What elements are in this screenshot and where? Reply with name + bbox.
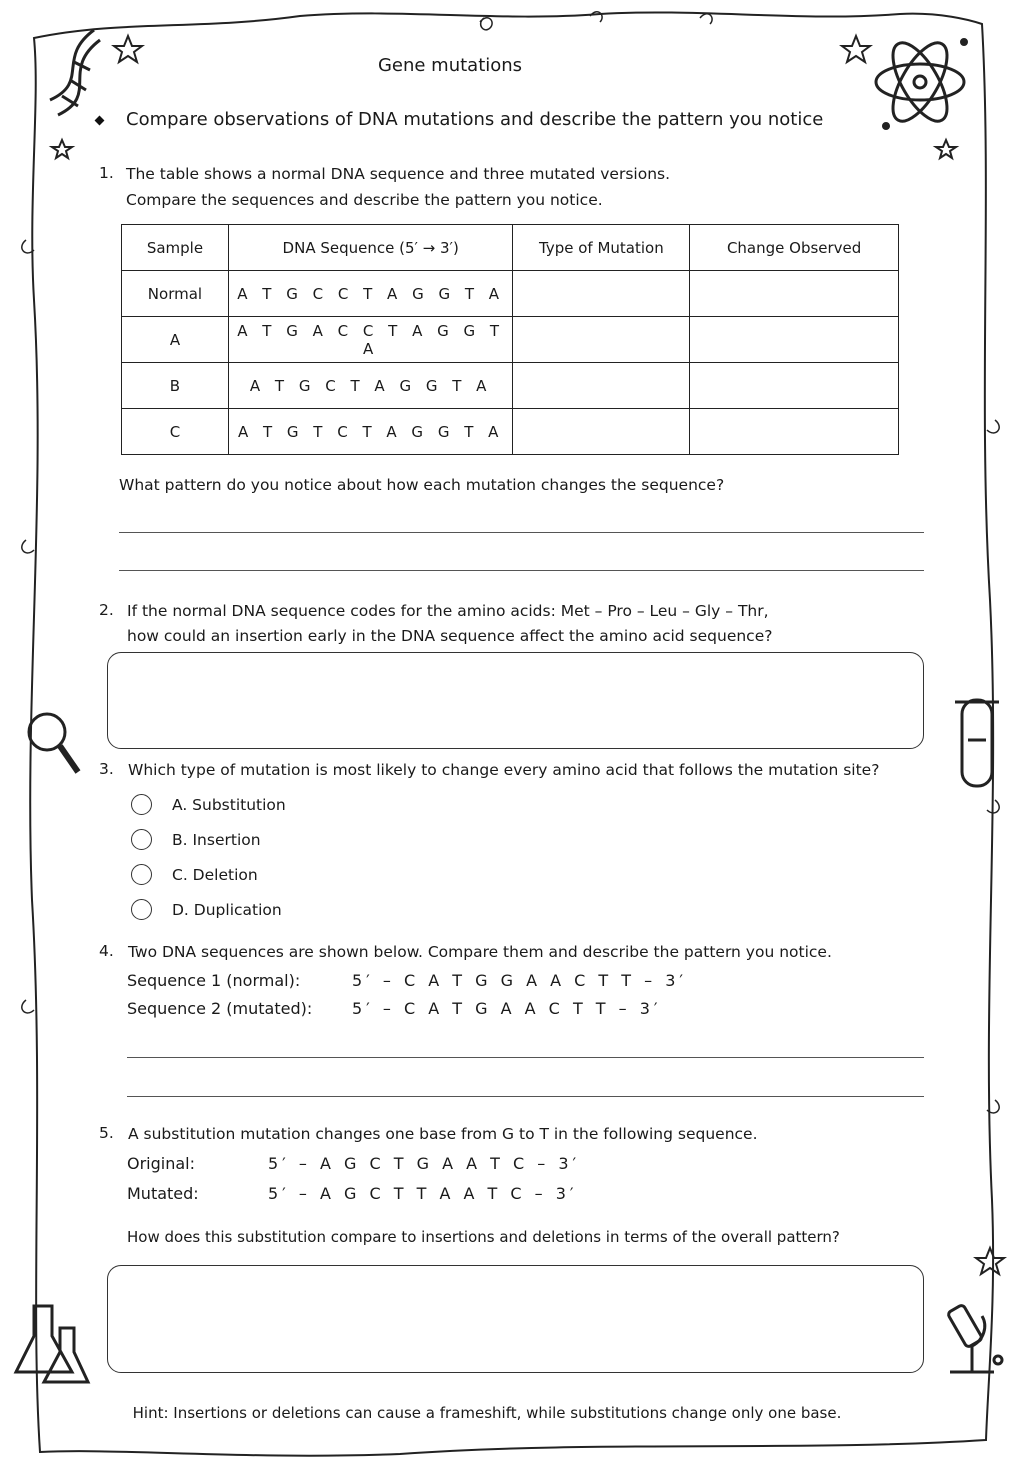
option-label: A. Substitution (172, 795, 286, 814)
sample-cell: Normal (122, 271, 229, 317)
q3-option-d[interactable] (131, 899, 282, 920)
radio-button[interactable] (131, 829, 152, 850)
magnifier-icon (29, 714, 78, 772)
q4-seq1: 5′ – C A T G G A A C T T – 3′ (352, 971, 688, 990)
q1-answer-line-2[interactable] (119, 570, 924, 571)
header-sample: Sample (122, 225, 229, 271)
mutation-type-answer-cell[interactable] (513, 363, 690, 409)
sample-cell: B (122, 363, 229, 409)
header-change-observed: Change Observed (690, 225, 899, 271)
table-row (122, 363, 899, 409)
sequence-cell: A T G C T A G G T A (228, 363, 513, 409)
table-row (122, 317, 899, 363)
sequence-cell: A T G A C C T A G G T A (228, 317, 513, 363)
q3-option-a[interactable] (131, 794, 286, 815)
q4-seq1-label: Sequence 1 (normal): (127, 971, 301, 990)
change-observed-answer-cell[interactable] (690, 271, 899, 317)
sequence-cell: A T G C C T A G G T A (228, 271, 513, 317)
radio-button[interactable] (131, 899, 152, 920)
sample-cell: A (122, 317, 229, 363)
q4-seq2: 5′ – C A T G A A C T T – 3′ (352, 999, 662, 1018)
q4-answer-line-2[interactable] (127, 1096, 924, 1097)
page-title: Gene mutations (377, 55, 523, 76)
mutation-type-answer-cell[interactable] (513, 317, 690, 363)
q1-line2: Compare the sequences and describe the pattern you notice. (126, 191, 603, 209)
q1-number: 1. (99, 164, 114, 182)
flask-icon (16, 1306, 88, 1382)
table-row (122, 409, 899, 455)
q1-answer-line-1[interactable] (119, 532, 924, 533)
radio-button[interactable] (131, 794, 152, 815)
q5-text: A substitution mutation changes one base from G to T in the following sequence. (128, 1125, 758, 1143)
microscope-icon (947, 1304, 1002, 1372)
atom-icon (876, 35, 967, 129)
q5-original-label: Original: (127, 1154, 195, 1173)
q4-answer-line-1[interactable] (127, 1057, 924, 1058)
table-row (122, 271, 899, 317)
option-label: C. Deletion (172, 865, 258, 884)
q3-option-c[interactable] (131, 864, 258, 885)
mutation-type-answer-cell[interactable] (513, 271, 690, 317)
q5-answer-box[interactable] (107, 1265, 924, 1373)
q3-text: Which type of mutation is most likely to change every amino acid that follows the mutation site? (128, 761, 880, 779)
q4-seq2-label: Sequence 2 (mutated): (127, 999, 313, 1018)
mutation-type-answer-cell[interactable] (513, 409, 690, 455)
header-sequence: DNA Sequence (5′ → 3′) (228, 225, 513, 271)
option-label: B. Insertion (172, 830, 261, 849)
radio-button[interactable] (131, 864, 152, 885)
q2-line2: how could an insertion early in the DNA sequence affect the amino acid sequence? (127, 627, 773, 645)
q2-number: 2. (99, 601, 114, 619)
hint-text: Hint: Insertions or deletions can cause a frameshift, while substitutions change only one base. (132, 1404, 842, 1422)
sequence-cell: A T G T C T A G G T A (228, 409, 513, 455)
q5-original-seq: 5′ – A G C T G A A T C – 3′ (268, 1154, 581, 1173)
q5-mutated-label: Mutated: (127, 1184, 199, 1203)
q3-number: 3. (99, 760, 114, 778)
dna-table (121, 224, 899, 455)
q1-line1: The table shows a normal DNA sequence and three mutated versions. (126, 165, 671, 183)
intro-bullet (95, 116, 105, 126)
q4-number: 4. (99, 942, 114, 960)
q3-option-b[interactable] (131, 829, 261, 850)
change-observed-answer-cell[interactable] (690, 363, 899, 409)
change-observed-answer-cell[interactable] (690, 317, 899, 363)
q1-prompt: What pattern do you notice about how each mutation changes the sequence? (119, 476, 725, 494)
header-mutation-type: Type of Mutation (513, 225, 690, 271)
change-observed-answer-cell[interactable] (690, 409, 899, 455)
sample-cell: C (122, 409, 229, 455)
q2-answer-box[interactable] (107, 652, 924, 749)
q5-prompt: How does this substitution compare to insertions and deletions in terms of the overall pattern? (127, 1228, 840, 1246)
q4-text: Two DNA sequences are shown below. Compare them and describe the pattern you notice. (128, 943, 832, 961)
option-label: D. Duplication (172, 900, 282, 919)
q2-line1: If the normal DNA sequence codes for the amino acids: Met – Pro – Leu – Gly – Thr, (127, 602, 769, 620)
intro-instruction: Compare observations of DNA mutations and describe the pattern you notice (126, 109, 824, 130)
q5-mutated-seq: 5′ – A G C T T A A T C – 3′ (268, 1184, 578, 1203)
test-tube-icon (955, 700, 999, 786)
table-header-row (122, 225, 899, 271)
q5-number: 5. (99, 1124, 114, 1142)
